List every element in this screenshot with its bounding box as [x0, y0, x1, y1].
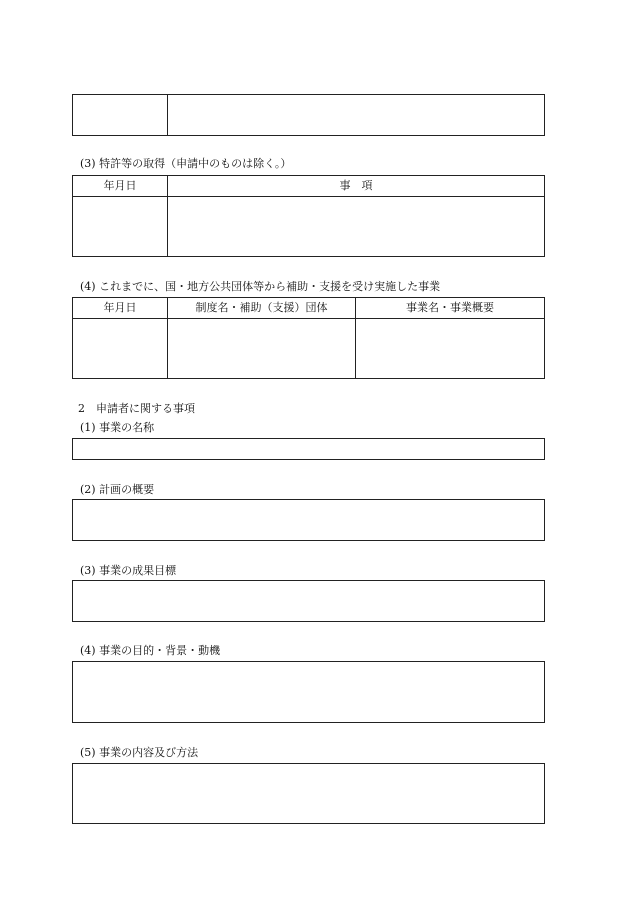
previous-section-table	[72, 94, 545, 136]
content-method-label: (5) 事業の内容及び方法	[80, 746, 199, 759]
project-name-field[interactable]	[72, 438, 545, 460]
subsidies-col-project: 事業名・事業概要	[406, 301, 494, 314]
outcome-targets-label: (3) 事業の成果目標	[80, 564, 177, 577]
subsidies-project-cell[interactable]	[356, 319, 544, 378]
outcome-targets-field[interactable]	[72, 580, 545, 622]
content-method-field[interactable]	[72, 763, 545, 824]
previous-content-cell[interactable]	[168, 95, 544, 135]
plan-overview-field[interactable]	[72, 499, 545, 541]
patents-col-item: 事 項	[339, 179, 373, 192]
section2-heading: 2 申請者に関する事項	[78, 402, 195, 415]
patents-item-cell[interactable]	[168, 197, 544, 256]
subsidies-col-program: 制度名・補助（支援）団体	[195, 301, 328, 314]
plan-overview-label: (2) 計画の概要	[80, 483, 155, 496]
subsidies-heading: (4) これまでに、国・地方公共団体等から補助・支援を受け実施した事業	[80, 280, 441, 293]
subsidies-col-date: 年月日	[103, 301, 137, 314]
patents-col-date: 年月日	[103, 179, 137, 192]
project-name-label: (1) 事業の名称	[80, 421, 155, 434]
subsidies-date-cell[interactable]	[73, 319, 167, 378]
subsidies-table	[72, 297, 545, 379]
patents-heading: (3) 特許等の取得（申請中のものは除く。）	[80, 157, 292, 170]
previous-date-cell[interactable]	[73, 95, 167, 135]
subsidies-program-cell[interactable]	[168, 319, 355, 378]
purpose-background-field[interactable]	[72, 661, 545, 723]
patents-table	[72, 175, 545, 257]
purpose-background-label: (4) 事業の目的・背景・動機	[80, 644, 221, 657]
patents-date-cell[interactable]	[73, 197, 167, 256]
